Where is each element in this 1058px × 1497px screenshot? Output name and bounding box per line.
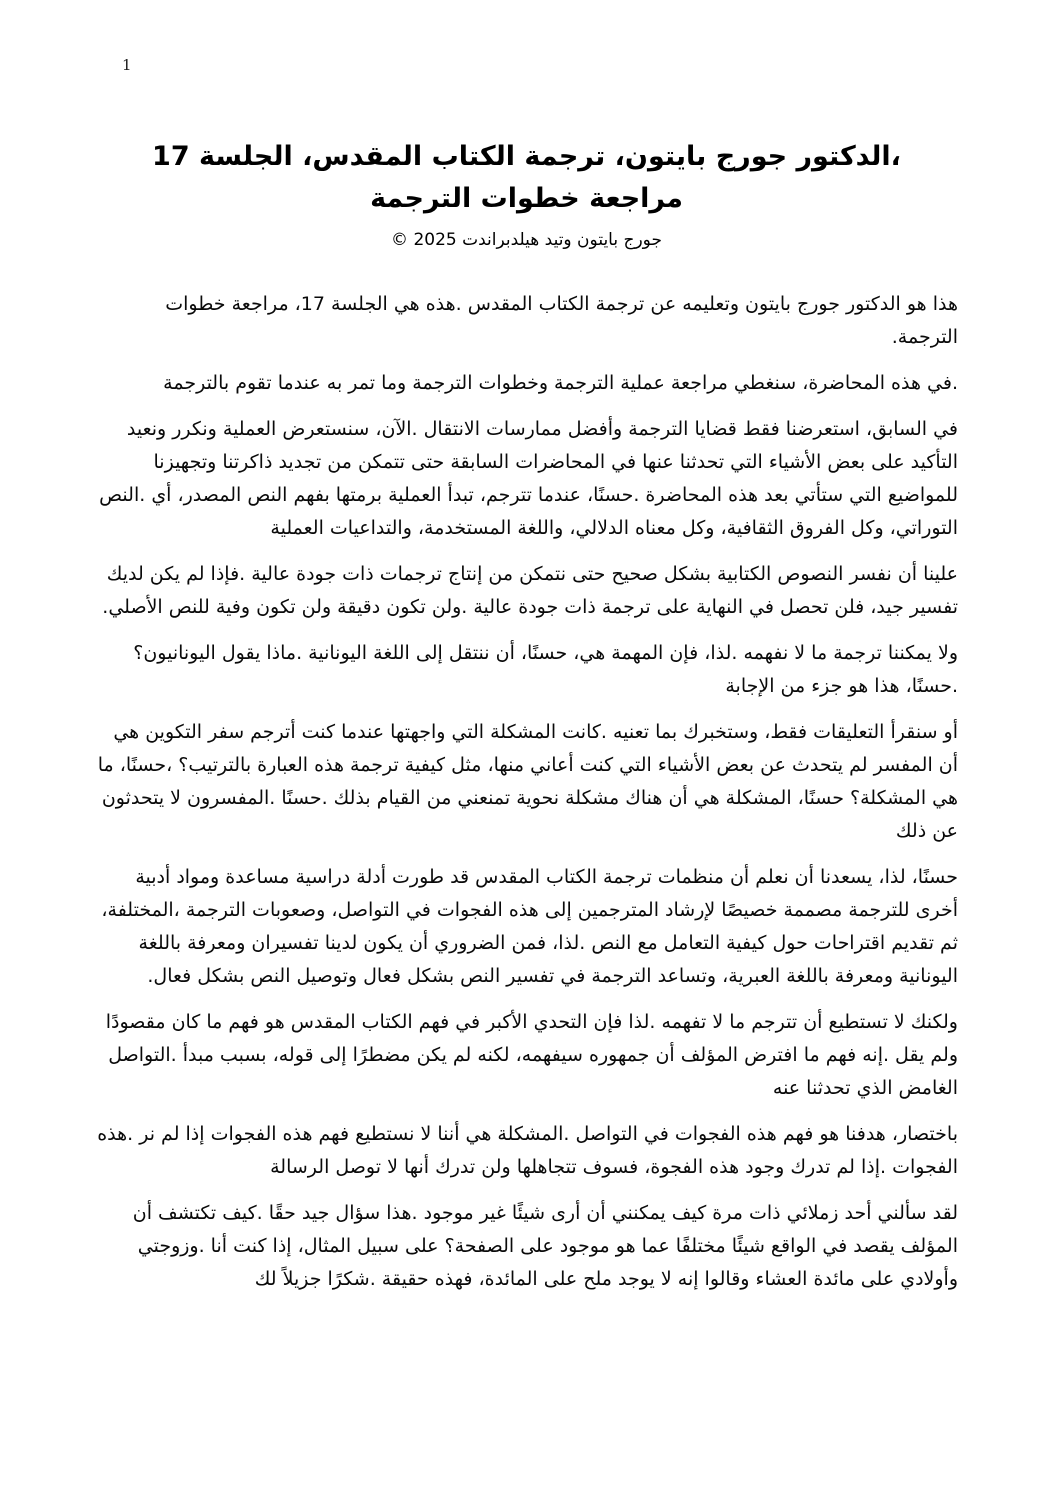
body-paragraph: ولكنك لا تستطيع أن تترجم ما لا تفهمه .لذا فإن التحدي الأكبر في فهم الكتاب المقدس هو فهم ما كان مقصودًا ولم يقل .إنه فهم ما افترض المؤلف أن جمهوره سيفهمه، لكنه لم يكن مضطرًا إلى قوله، بسبب مبدأ .التواصل الغامض الذي تحدثنا عنه bbox=[105, 1011, 958, 1099]
document-title bbox=[95, 136, 958, 220]
body-paragraph: علينا أن نفسر النصوص الكتابية بشكل صحيح حتى نتمكن من إنتاج ترجمات ذات جودة عالية .فإذا لم يكن لديك تفسير جيد، فلن تحصل في النهاية على ترجمة ذات جودة عالية .ولن تكون دقيقة ولن تكون وفية للنص الأصلي. bbox=[102, 563, 958, 618]
copyright-byline: جورج بايتون وتيد هيلدبراندت 2025 © bbox=[391, 230, 662, 250]
title-line-2: مراجعة خطوات الترجمة bbox=[370, 183, 683, 214]
body-paragraph: في السابق، استعرضنا فقط قضايا الترجمة وأفضل ممارسات الانتقال .الآن، سنستعرض العملية ونكرر ونعيد التأكيد على بعض الأشياء التي تحدثنا عنها في المحاضرات السابقة حتى تتمكن من تجديد ذاكرتنا وتجهيزنا للمواضيع التي ستأتي بعد هذه المحاضرة .حسنًا، عندما تترجم، تبدأ العملية برمتها بفهم النص المصدر، أي .النص التوراتي، وكل الفروق الثقافية، وكل معناه الدلالي، واللغة المستخدمة، والتداعيات العملية bbox=[99, 418, 958, 539]
body-paragraph: لقد سألني أحد زملائي ذات مرة كيف يمكنني أن أرى شيئًا غير موجود .هذا سؤال جيد حقًا .كيف تكتشف أن المؤلف يقصد في الواقع شيئًا مختلفًا عما هو موجود على الصفحة؟ على سبيل المثال، إذا كنت أنا .وزوجتي وأولادي على مائدة العشاء وقالوا إنه لا يوجد ملح على المائدة، فهذه حقيقة .شكرًا جزيلاً لك bbox=[132, 1202, 958, 1290]
title-line-1: ،الدكتور جورج بايتون، ترجمة الكتاب المقدس، الجلسة 17 bbox=[152, 141, 901, 172]
body-paragraph: باختصار، هدفنا هو فهم هذه الفجوات في التواصل .المشكلة هي أننا لا نستطيع فهم هذه الفجوات إذا لم نر .هذه الفجوات .إذا لم تدرك وجود هذه الفجوة، فسوف تتجاهلها ولن تدرك أنها لا توصل الرسالة bbox=[97, 1123, 958, 1178]
body-paragraph: .في هذه المحاضرة، سنغطي مراجعة عملية الترجمة وخطوات الترجمة وما تمر به عندما تقوم بالترجمة bbox=[163, 372, 958, 394]
document-body bbox=[95, 288, 958, 1296]
page-number: 1 bbox=[122, 56, 132, 74]
body-paragraph: هذا هو الدكتور جورج بايتون وتعليمه عن ترجمة الكتاب المقدس .هذه هي الجلسة 17، مراجعة خطوات الترجمة. bbox=[165, 293, 958, 348]
body-paragraph: حسنًا، لذا، يسعدنا أن نعلم أن منظمات ترجمة الكتاب المقدس قد طورت أدلة دراسية مساعدة ومواد أدبية أخرى للترجمة مصممة خصيصًا لإرشاد المترجمين إلى هذه الفجوات في التواصل، وصعوبات الترجمة ،المختلفة، ثم تقديم اقتراحات حول كيفية التعامل مع النص .لذا، فمن الضروري أن يكون لدينا تفسيران ومعرفة باللغة اليونانية ومعرفة باللغة العبرية، وتساعد الترجمة في تفسير النص بشكل فعال وتوصيل النص بشكل فعال. bbox=[101, 866, 958, 987]
body-paragraph: أو سنقرأ التعليقات فقط، وستخبرك بما تعنيه .كانت المشكلة التي واجهتها عندما كنت أترجم سفر التكوين هي أن المفسر لم يتحدث عن بعض الأشياء التي كنت أعاني منها، مثل كيفية ترجمة هذه العبارة بالترتيب؟ ،حسنًا، ما هي المشكلة؟ حسنًا، المشكلة هي أن هناك مشكلة نحوية تمنعني من القيام بذلك .حسنًا .المفسرون لا يتحدثون عن ذلك bbox=[97, 721, 958, 842]
body-paragraph: ولا يمكننا ترجمة ما لا نفهمه .لذا، فإن المهمة هي، حسنًا، أن ننتقل إلى اللغة اليونانية .ماذا يقول اليونانيون؟ .حسنًا، هذا هو جزء من الإجابة bbox=[133, 642, 958, 697]
